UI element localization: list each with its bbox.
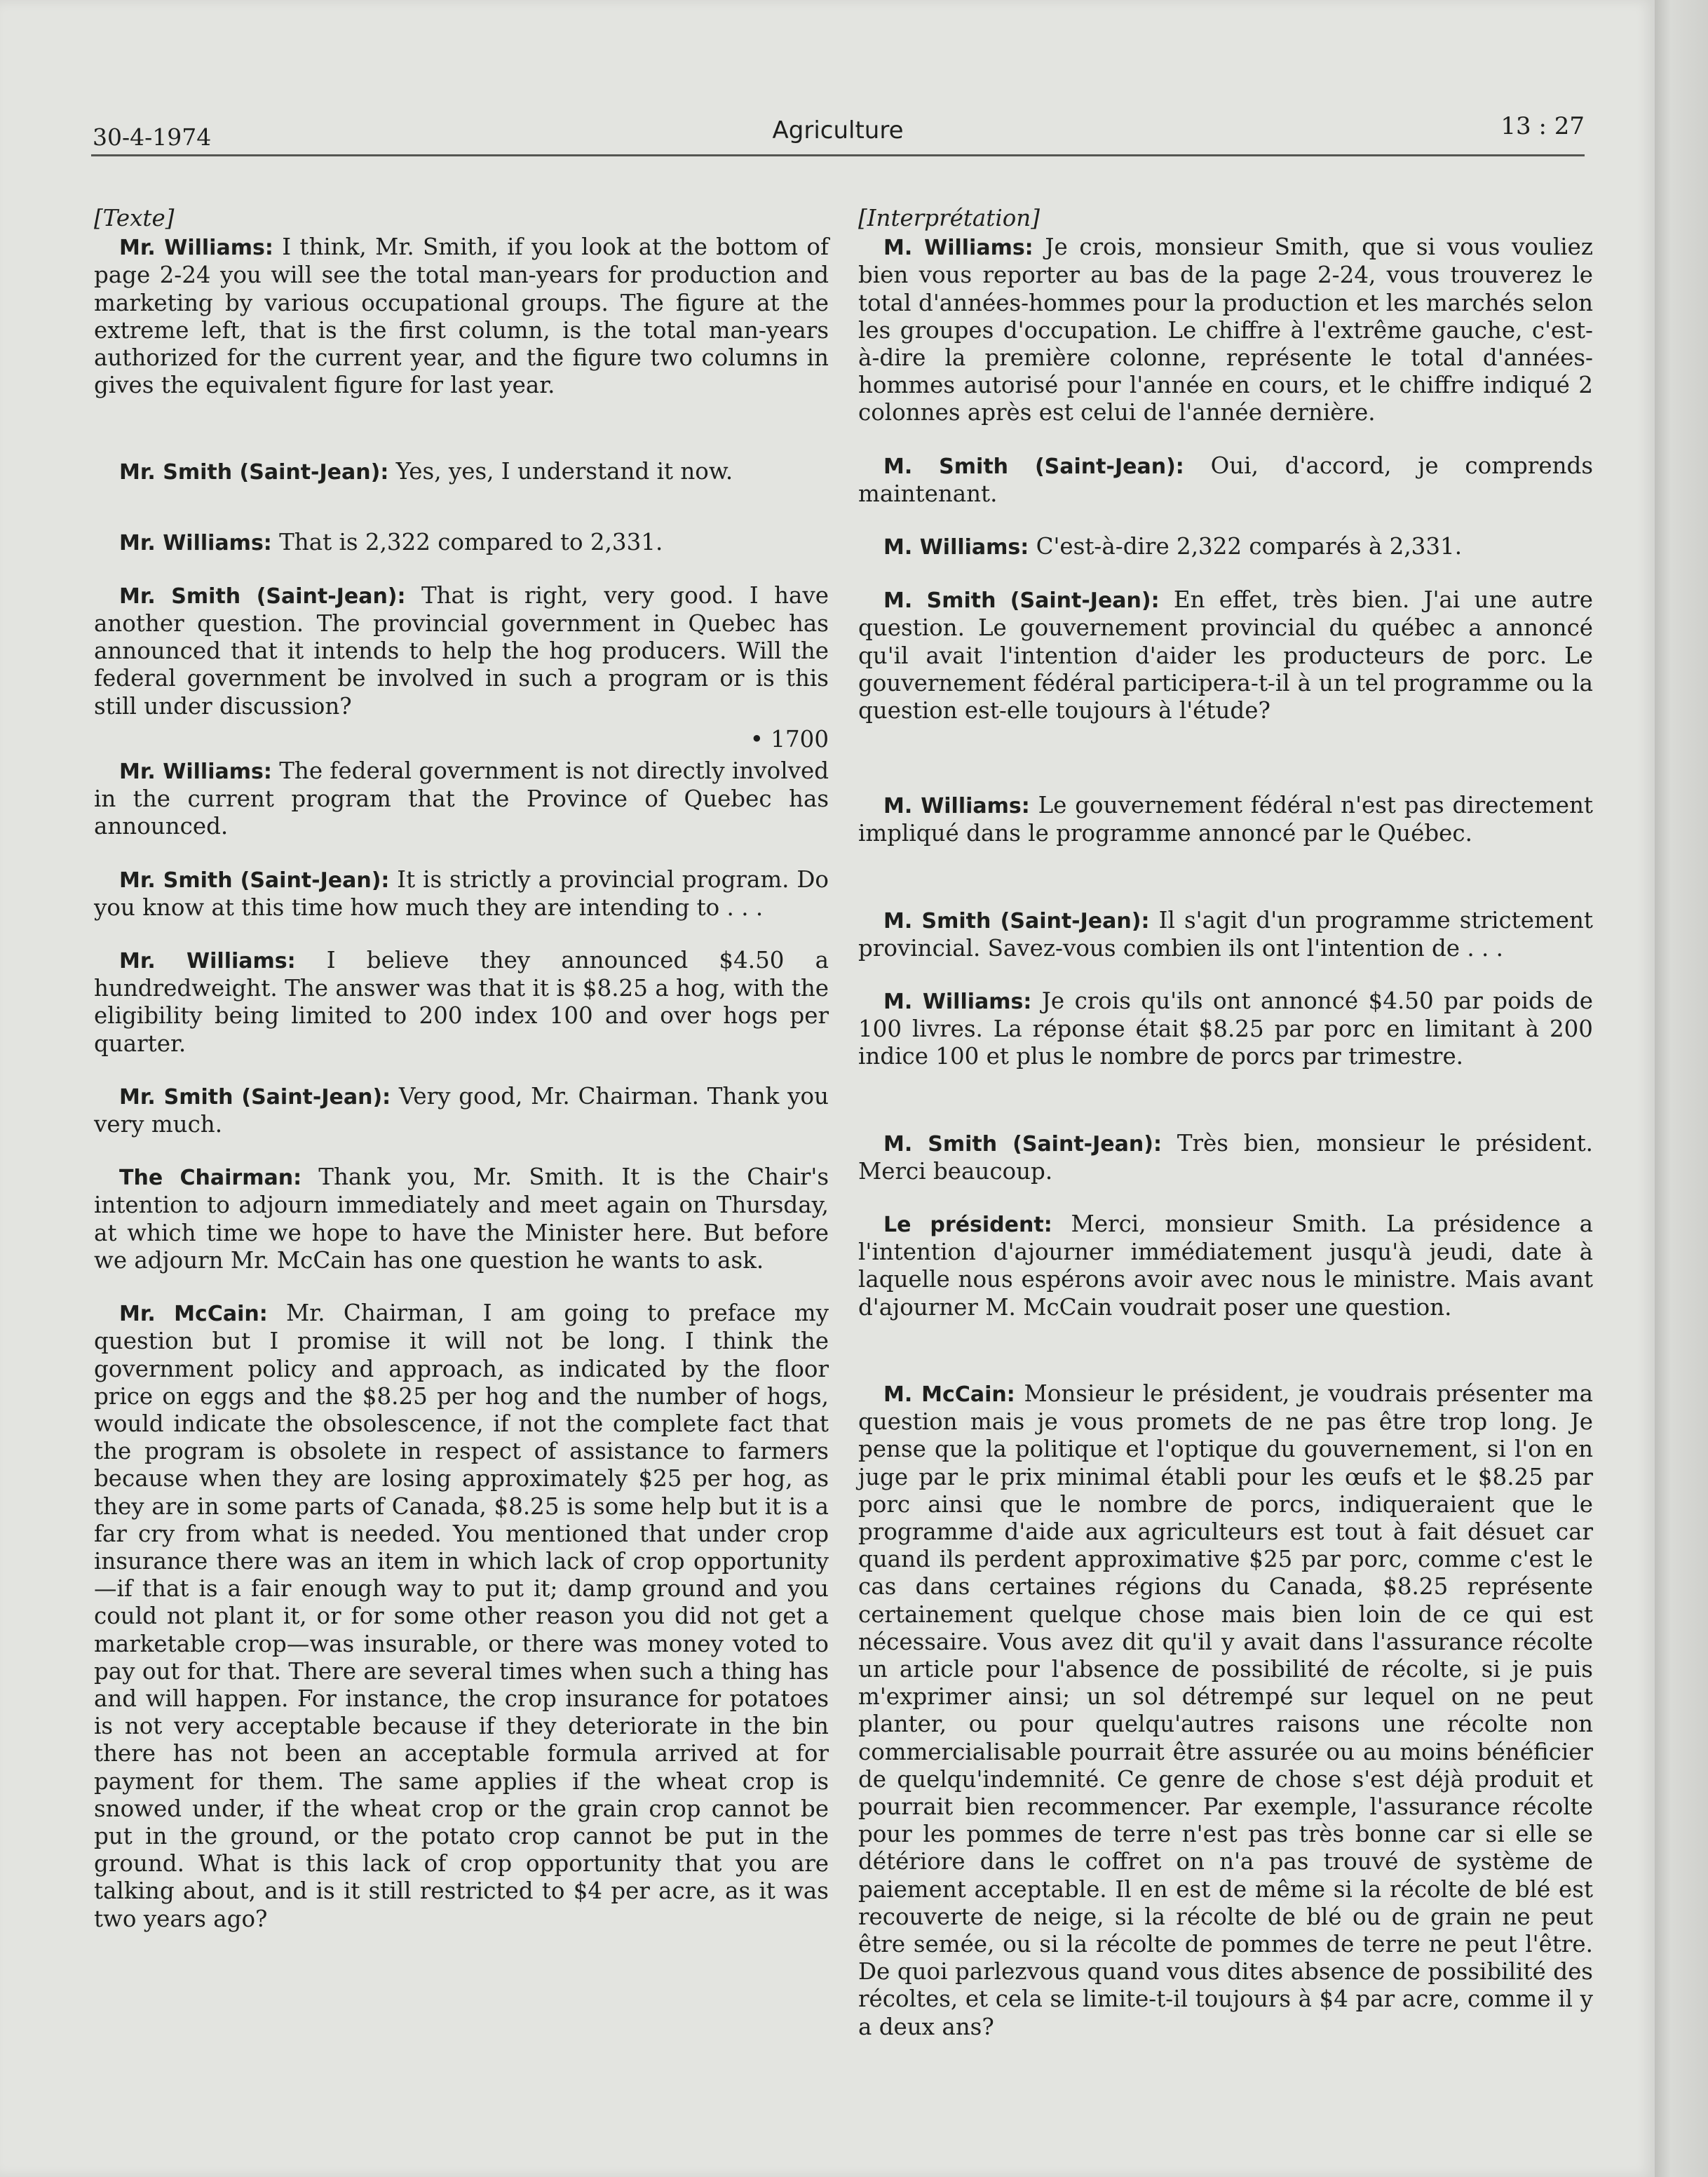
paragraph <box>858 533 1593 561</box>
speaker-name: Mr. Smith (Saint-Jean): <box>119 460 389 485</box>
speaker-name: Mr. Williams: <box>119 530 272 555</box>
paragraph <box>94 757 829 841</box>
paragraph-text: Le gouvernement fédéral n'est pas directement impliqué dans le programme annoncé par le Québec. <box>858 792 1593 847</box>
page-edge <box>1655 0 1708 2177</box>
french-column <box>858 205 1593 2066</box>
paragraph-text: I believe they announced $4.50 a hundredweight. The answer was that it is $8.25 a hog, with the eligibility being limited to 200 index 100 and over hogs per quarter. <box>94 947 829 1057</box>
paragraph <box>94 947 829 1058</box>
paragraph <box>858 792 1593 847</box>
paragraph-text: Mr. Chairman, I am going to preface my question but I promise it will not be long. I think the government policy and approach, as indicated by the floor price on eggs and the $8.25 per hog and the number of hogs, would indicate the obsolescence, if not the complete fact that the program is obsolete in respect of assistance to farmers because when they are losing approximately $25 per hog, as they are in some parts of Canada, $8.25 is some help but it is a far cry from what is needed. You mentioned that under crop insurance there was an item in which lack of crop opportunity—if that is a fair enough way to put it; damp ground and you could not plant it, or for some other reason you did not get a marketable crop—was insurable, or there was money voted to pay out for that. There are several times when such a thing has and will happen. For instance, the crop insurance for potatoes is not very acceptable because if they deteriorate in the bin there has not been an acceptable formula arrived at for payment for them. The same applies if the wheat crop is snowed under, if the wheat crop or the grain crop cannot be put in the ground, or the potato crop cannot be put in the ground. What is this lack of crop opportunity that you are talking about, and is it still restricted to $4 per acre, as it was two years ago? <box>94 1300 829 1932</box>
paragraph <box>94 234 829 399</box>
english-column <box>94 205 829 1958</box>
header-title: Agriculture <box>772 116 904 144</box>
paragraph-text: Oui, d'accord, je comprends maintenant. <box>858 452 1593 507</box>
paragraph-text: I think, Mr. Smith, if you look at the bottom of page 2-24 you will see the total man-years for production and marketing by various occupational groups. The figure at the extreme left, that is the first column, is the total man-years authorized for the current year, and the figure two columns in gives the equivalent figure for last year. <box>94 234 829 399</box>
paragraph-text: Je crois, monsieur Smith, que si vous vouliez bien vous reporter au bas de la page 2-24, vous trouverez le total d'années-hommes pour la production et les marchés selon les groupes d'occupation. Le chiffre à l'extrême gauche, c'est-à-dire la première colonne, représente le total d'années-hommes autorisé pour l'année en cours, et le chiffre indiqué 2 colonnes après est celui de l'année dernière. <box>858 234 1593 426</box>
speaker-name: Mr. Williams: <box>119 760 272 785</box>
paragraph <box>858 452 1593 508</box>
speaker-name: Mr. Williams: <box>119 949 296 974</box>
speaker-name: Le président: <box>883 1213 1052 1238</box>
paragraph <box>858 1211 1593 1321</box>
speaker-name: M. Williams: <box>883 794 1030 819</box>
speaker-name: M. McCain: <box>883 1382 1015 1407</box>
paragraph-text: The federal government is not directly involved in the current program that the Province of Quebec has announced. <box>94 757 829 840</box>
paragraph <box>858 1380 1593 2041</box>
language-label: [Texte] <box>94 205 175 231</box>
paragraph <box>94 1083 829 1138</box>
speaker-name: The Chairman: <box>119 1166 302 1191</box>
paragraph-text: It is strictly a provincial program. Do you know at this time how much they are intending to . . . <box>94 865 829 921</box>
paragraph <box>858 1130 1593 1185</box>
paragraph <box>94 458 829 486</box>
paragraph-text: Merci, monsieur Smith. La présidence a l'intention d'ajourner immédiatement jusqu'à jeudi, date à laquelle nous espérons avoir avec nous le ministre. Mais avant d'ajourner M. McCain voudrait poser une question. <box>858 1211 1594 1321</box>
speaker-name: M. Williams: <box>883 535 1029 560</box>
paragraph-text: Very good, Mr. Chairman. Thank you very much. <box>94 1082 829 1138</box>
speaker-name: Mr. Smith (Saint-Jean): <box>119 1084 391 1110</box>
paragraph <box>858 988 1593 1071</box>
paragraph-text: Monsieur le président, je voudrais présenter ma question mais je vous promets de ne pas être trop long. Je pense que la politique et l'optique du gouvernement, si l'on en juge par le prix minimal établi pour les œufs et le $8.25 par porc ainsi que le nombre de porcs, indiqueraient que le programme d'aide aux agriculteurs est tout à fait désuet car quand ils perdent approximative $25 par porc, comme c'est le cas dans certaines régions du Canada, $8.25 représente certainement quelque chose mais bien loin de ce qui est nécessaire. Vous avez dit qu'il y avait dans l'assurance récolte un article pour l'absence de possibilité de récolte, si je puis m'exprimer ainsi; un sol détrempé sur lequel on ne peut planter, ou pour quelqu'autres raisons une récolte non commercialisable pourrait être assurée ou au moins bénéficier de quelqu'indemnité. Ce genre de chose s'est déjà produit et pourrait bien recommencer. Par exemple, l'assurance récolte pour les pommes de terre n'est pas très bonne car si elle se détériore dans le coffret on n'a pas trouvé de système de paiement acceptable. Il en est de même si la récolte de blé est recouverte de neige, si la récolte de blé ou de grain ne peut être semée, ou si la récolte de pommes de terre ne peut l'être. De quoi parlezvous quand vous dites absence de possibilité des récoltes, et cela se limite-t-il toujours à $4 par acre, comme il y a deux ans? <box>858 1380 1593 2040</box>
paragraph-text: C'est-à-dire 2,322 comparés à 2,331. <box>1029 533 1463 560</box>
paragraph <box>94 1300 829 1933</box>
speaker-name: M. Smith (Saint-Jean): <box>883 454 1184 479</box>
paragraph <box>94 866 829 922</box>
speaker-name: M. Smith (Saint-Jean): <box>883 908 1150 934</box>
paragraph <box>858 234 1593 426</box>
page-header <box>91 112 1585 156</box>
paragraph <box>94 529 829 557</box>
paragraph <box>94 582 829 720</box>
paragraph-text: Thank you, Mr. Smith. It is the Chair's intention to adjourn immediately and meet again on Thursday, at which time we hope to have the Minister here. But before we adjourn Mr. McCain has one question he wants to ask. <box>94 1164 829 1274</box>
paragraph-text: Il s'agit d'un programme strictement provincial. Savez-vous combien ils ont l'intention de . . . <box>858 906 1593 962</box>
speaker-name: Mr. Smith (Saint-Jean): <box>119 868 390 893</box>
paragraph-text: That is right, very good. I have another question. The provincial government in Quebec has announced that it intends to help the hog producers. Will the federal government be involved in such a program or is this still under discussion? <box>94 581 829 720</box>
paragraph-text: Yes, yes, I understand it now. <box>388 458 733 485</box>
paragraph-text: En effet, très bien. J'ai une autre question. Le gouvernement provincial du québec a annoncé qu'il avait l'intention d'aider les producteurs de porc. Le gouvernement fédéral participera-t-il à un tel programme ou la question est-elle toujours à l'étude? <box>858 586 1593 724</box>
speaker-name: M. Williams: <box>883 236 1033 261</box>
paragraph-text: That is 2,322 compared to 2,331. <box>271 528 663 555</box>
language-label: [Interprétation] <box>858 205 1040 231</box>
header-date: 30-4-1974 <box>93 123 212 151</box>
paragraph <box>94 1164 829 1274</box>
time-marker: • 1700 <box>750 725 829 753</box>
speaker-name: M. Williams: <box>883 990 1032 1015</box>
paragraph <box>858 907 1593 962</box>
paragraph <box>858 586 1593 724</box>
speaker-name: M. Smith (Saint-Jean): <box>883 1131 1162 1157</box>
speaker-name: Mr. Williams: <box>119 236 273 261</box>
speaker-name: Mr. McCain: <box>119 1302 268 1327</box>
header-page-number: 13 : 27 <box>1500 112 1585 140</box>
paragraph-text: Je crois qu'ils ont annoncé $4.50 par poids de 100 livres. La réponse était $8.25 par porc en limitant à 200 indice 100 et plus le nombre de porcs par trimestre. <box>858 988 1594 1070</box>
speaker-name: M. Smith (Saint-Jean): <box>883 588 1160 614</box>
paragraph-text: Très bien, monsieur le président. Merci beaucoup. <box>858 1129 1593 1185</box>
speaker-name: Mr. Smith (Saint-Jean): <box>119 584 406 609</box>
